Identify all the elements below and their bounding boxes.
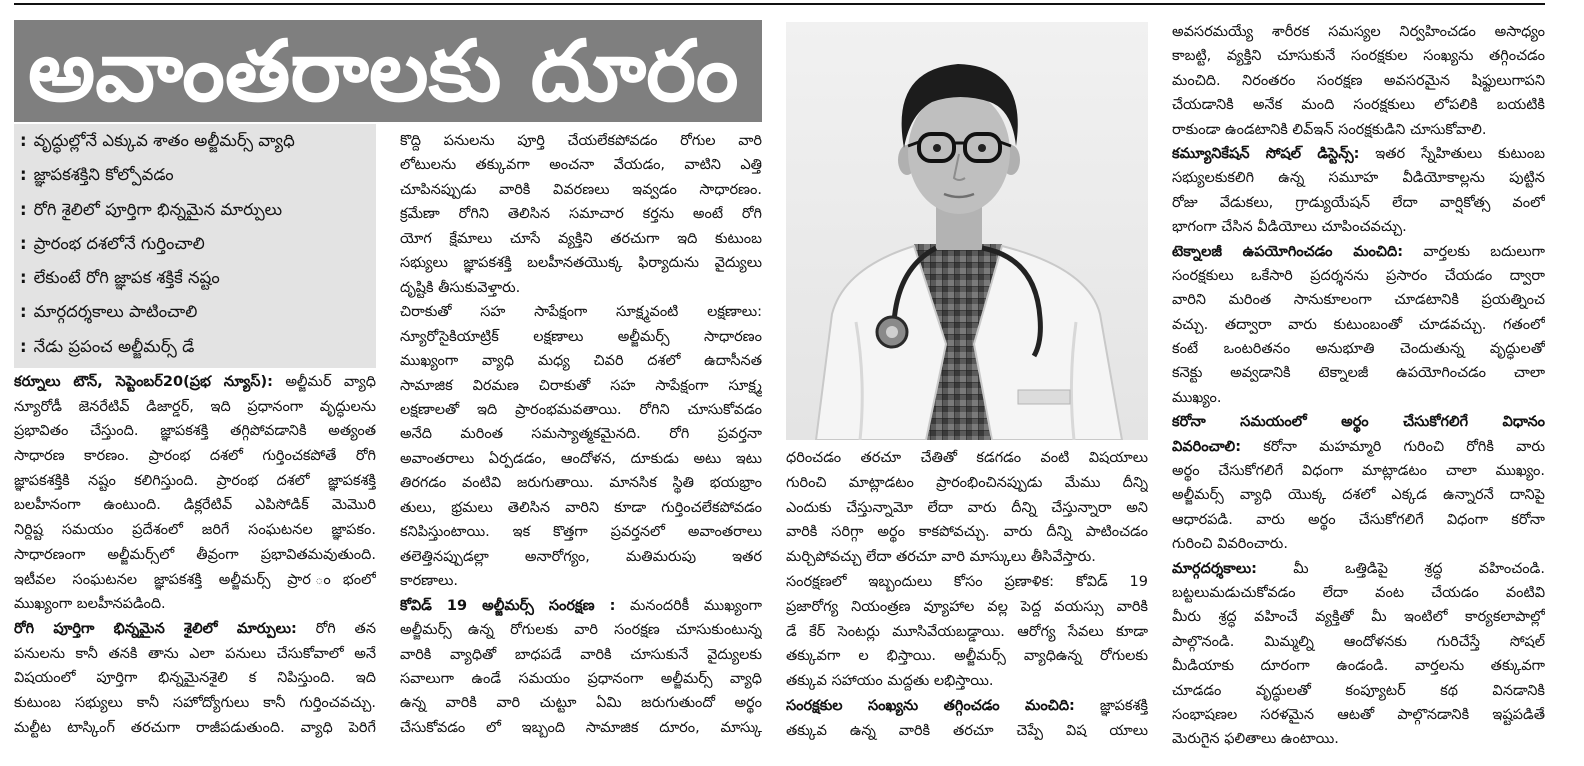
text-line: ఆధారపడి. వారు అర్థం చేసుకోగలిగే విధంగా కరోనా (1172, 511, 1545, 528)
text-run: రోగి తన (296, 620, 376, 637)
text-line: కంటే ఒంటరితనం అనుభూతి చెందుతున్న వృద్ధులతో (1172, 341, 1545, 358)
highlight-item (14, 124, 376, 158)
text-line: సంరక్షణలో ఇబ్బందులు కోసం ప్రణాళిక: కోవిడ్ 19 (786, 573, 1148, 590)
subheading: కోవిడ్ 19 అల్జీమర్స్ సంరక్షణ : (400, 597, 616, 614)
subheading: వివరించాలి: (1172, 438, 1241, 455)
paragraph (14, 370, 376, 617)
text-line: ముఖ్యంగా వ్యాధి మధ్య చివరి దశలో ఉదాసీనత (400, 353, 762, 370)
text-run: అల్జీమర్ వ్యాధి (272, 374, 376, 390)
paragraph (14, 617, 376, 740)
text-line: వారికి వ్యాధితో బాధపడే వారికి చూసుకునే వైద్యులకు (400, 646, 762, 663)
text-line: నిర్దిష్ట సమయం ప్రదేశంలో జరిగే సంఘటనల జ్ఞాపకం. (14, 522, 376, 539)
highlight-text: రోగి శైలిలో పూర్తిగా భిన్నమైన మార్పులు (33, 199, 283, 219)
subheading: కరోనా సమయంలో అర్థం చేసుకోగలిగే విధానం (1172, 414, 1545, 431)
text-line: ఎందుకు చేస్తున్నామో లేదా వారు దీన్ని చేస్తున్నారా అని (786, 499, 1148, 516)
text-line: విషయంలో పూర్తిగా భిన్నమైనశైలి క నిపిస్తుంది. ఇది (14, 670, 376, 687)
text-line: కారణాలు. (400, 573, 458, 590)
doctor-photo (786, 22, 1148, 440)
highlight-item (14, 193, 376, 227)
text-line: తక్కువ సహాయం మద్దతు లభిస్తాయి. (786, 673, 994, 690)
subheading: కమ్యూనికేషన్ సోషల్ డిస్టెన్స్: (1172, 145, 1360, 162)
subheading: రోగి పూర్తిగా భిన్నమైన శైలిలో మార్పులు: (14, 620, 297, 637)
text-line: మెరుగైన ఫలితాలు ఉంటాయి. (1172, 731, 1339, 748)
bullet-marker: : (20, 199, 27, 219)
text-line: అల్జీమర్స్ ఉన్న రోగులకు వారి సంరక్షణ చూసుకుంటున్న (400, 622, 762, 639)
text-line: జ్ఞాపకశక్తికి నష్టం కలిగిస్తుంది. ప్రారంభ దశలో జ్ఞాపకశక్తి (14, 472, 376, 489)
text-line: ముఖ్యం. (1172, 389, 1222, 406)
highlight-item (14, 261, 376, 295)
text-run: ఇతర స్నేహితులు కుటుంబ (1359, 145, 1545, 162)
highlight-text: జ్ఞాపకశక్తిని కోల్పోవడం (33, 165, 174, 185)
text-line: గురించి మాట్లాడటం ప్రారంభించినప్పుడు మేము దీన్ని (786, 474, 1148, 491)
text-line (14, 370, 376, 395)
text-line: చేసుకోవడం లో ఇబ్బంది సామాజిక దూరం, మాస్కు (400, 719, 762, 736)
text-run: కరోనా మహమ్మారి గురించి రోగికి వారు (1241, 438, 1545, 455)
paragraph (1172, 410, 1545, 556)
text-run: వార్తలకు బదులుగా (1403, 243, 1545, 260)
text-line: ప్రజారోగ్య నియంత్రణ వ్యూహాల వల్ల పెద్ద వయస్సు వారికి (786, 598, 1148, 615)
paragraph (786, 446, 1148, 570)
bullet-marker: : (20, 302, 27, 322)
text-line: రాకుండా ఉండటానికి లివ్ఇన్ సంరక్షకుడిని చూసుకోవాలి. (1172, 121, 1487, 138)
text-line: ఉన్న వారికి వారి చుట్టూ ఏమి జరుగుతుందో అర్థం (400, 695, 762, 712)
text-line (1172, 557, 1545, 581)
text-line: మీడియాకు దూరంగా ఉండండి. వార్తలను తక్కువగా (1172, 658, 1545, 675)
text-line (400, 594, 762, 618)
subheading: కర్నూలు టౌన్, సెప్టెంబర్20(ప్రభ న్యూస్): (14, 374, 273, 390)
text-line: సామాజిక విరమణ చిరాకుతో సహ సాపేక్షంగా సూక్ష్మ (400, 377, 762, 394)
article-column-4 (1172, 20, 1545, 760)
text-line: మంచిది. నిరంతరం సంరక్షణ అవసరమైన షిఫ్టులుగాపని (1172, 72, 1545, 89)
text-line: మీరు శ్రద్ధ వహించే వ్యక్తితో మీ ఇంటిలో కార్యకలాపాల్లో (1172, 609, 1545, 626)
text-line: ప్రభావితం చేస్తుంది. జ్ఞాపకశక్తి తగ్గిపోవడానికి అత్యంత (14, 423, 376, 440)
text-run: జ్ఞాపకశక్తి (1074, 697, 1148, 714)
text-line: న్యూరోడీ జెనరేటివ్ డిజార్డర్, ఇది ప్రధానంగా వృద్ధులను (14, 398, 376, 415)
highlight-text: వృద్ధుల్లోనే ఎక్కువ శాతం అల్జీమర్స్ వ్యాధి (33, 131, 295, 150)
text-line: ఇటీవల సంఘటనల జ్ఞాపకశక్తి అల్జీమర్స్ ప్రార ంభంలో (14, 571, 376, 588)
text-line: అనేది మరింత సమస్యాత్మకమైనది. రోగి ప్రవర్తనా (400, 426, 762, 443)
highlight-item (14, 158, 376, 192)
highlight-text: ప్రారంభ దశలోనే గుర్తించాలి (33, 233, 205, 253)
paragraph (400, 300, 762, 593)
text-line (1172, 410, 1545, 434)
text-line: రోజు వేడుకలు, గ్రాడ్యుయేషన్ లేదా వార్షికోత్స వంలో (1172, 194, 1545, 211)
paragraph (1172, 240, 1545, 411)
text-line: దృష్టికి తీసుకువెళ్తారు. (400, 279, 521, 296)
text-line: సంభాషణల సరళమైన ఆటతో పాల్గొనడానికి ఇష్టపడితే (1172, 706, 1545, 723)
text-line (1172, 435, 1545, 459)
text-line: బట్టలుమడుచుకోవడం లేదా వంట చేయడం వంటివి (1172, 584, 1545, 601)
paragraph (786, 694, 1148, 744)
text-line: సంరక్షకులు ఒకేసారి ప్రదర్శనను ప్రసారం చేయడం ద్వారా (1172, 267, 1545, 284)
top-rule (14, 3, 1545, 5)
highlight-text: మార్గదర్శకాలు పాటించాలి (33, 302, 198, 322)
text-line (786, 694, 1148, 719)
highlight-text: లేకుంటే రోగి జ్ఞాపక శక్తికే నష్టం (33, 268, 220, 288)
article-column-2 (400, 129, 762, 749)
text-run: మనందరికీ ముఖ్యంగా (615, 597, 762, 614)
paragraph (1172, 20, 1545, 142)
text-line: సవాలుగా ఉండే సమయం ప్రధానంగా అల్జీమర్స్ వ్యాధి (400, 670, 762, 687)
text-line: న్యూరోసైకియాట్రిక్ లక్షణాలు అల్జీమర్స్ సాధారణం (400, 328, 762, 345)
bullet-marker: : (20, 165, 27, 185)
text-line: యోగ క్షేమాలు చూసే వ్యక్తిని తరచుగా ఇది కుటుంబ (400, 230, 762, 247)
text-line: చూడడం వృద్ధులతో కంప్యూటర్ కథ వినడానికి (1172, 682, 1545, 699)
highlight-item (14, 295, 376, 329)
text-line: భాగంగా చేసిన వీడియోలు చూపించవచ్చు. (1172, 219, 1407, 236)
text-line: కనెక్టు అవ్వడానికి టెక్నాలజీ ఉపయోగించడం చాలా (1172, 365, 1545, 382)
bullet-marker: : (20, 131, 27, 150)
text-line: తులు, భ్రమలు తెలిసిన వారిని కూడా గుర్తించలేకపోవడం (400, 499, 762, 516)
text-line: కుటుంబ సభ్యులు కానీ సహోద్యోగులు కానీ గుర్తించవచ్చు. (14, 694, 376, 711)
text-line: కాబట్టి, వ్యక్తిని చూసుకునే సంరక్షకుల సంఖ్యను తగ్గించడం (1172, 48, 1545, 65)
bullet-marker: : (20, 336, 27, 356)
text-line: మర్చిపోవచ్చు లేదా తరచూ వారి మాస్కులు తీసివేస్తారు. (786, 549, 1096, 566)
highlights-box (14, 124, 376, 368)
text-line: కొద్ది పనులను పూర్తి చేయలేకపోవడం రోగుల వారి (400, 133, 762, 149)
text-line: పాల్గొనండి. మిమ్మల్ని ఆందోళనకు గురిచేస్తే సోషల్ (1172, 633, 1545, 650)
text-line: సాధారణ కారణం. ప్రారంభ దశలో గుర్తించకపోతే రోగి (14, 448, 376, 465)
text-line: తలెత్తినప్పుడల్లా అనారోగ్యం, మతిమరుపు ఇతర (400, 548, 762, 565)
highlight-text: నేడు ప్రపంచ అల్జీమర్స్ డే (33, 336, 195, 356)
text-line: వచ్చు. తద్వారా వారు కుటుంబంతో చూడవచ్చు. గతంలో (1172, 316, 1545, 333)
text-line: వారిని మరింత సానుకూలంగా చూడటానికి ప్రయత్నించ (1172, 292, 1545, 309)
bullet-marker: : (20, 233, 27, 253)
headline: అవాంతరాలకు దూరం (28, 22, 739, 120)
paragraph (1172, 142, 1545, 240)
paragraph (400, 594, 762, 741)
text-line: మల్టీట టాస్కింగ్ తరచుగా రాజీపడుతుంది. వ్యాధి పెరిగే (14, 719, 376, 736)
article-column-1 (14, 370, 376, 752)
subheading: టెక్నాలజీ ఉపయోగించడం మంచిది: (1172, 243, 1404, 260)
text-line: తక్కువ ఉన్న వారికి తరచూ చెప్పే విష యాలు (786, 722, 1148, 739)
text-line: అల్జీమర్స్ వ్యాధి యొక్క దశలో ఎక్కడ ఉన్నారనే దానిపై (1172, 487, 1545, 504)
text-line: అర్థం చేసుకోగలిగే విధంగా మాట్లాడటం చాలా ముఖ్యం. (1172, 463, 1545, 480)
highlight-item (14, 330, 376, 364)
text-line: క్రమేణా రోగిని తెలిసిన సమాచార కర్తను అంటే రోగి (400, 206, 762, 223)
paragraph (1172, 557, 1545, 752)
subheading: మార్గదర్శకాలు: (1172, 560, 1257, 577)
text-line: సభ్యులకుకలిగి ఉన్న సమూహ వీడియోకాల్లను పుట్టిన (1172, 170, 1545, 187)
headline-banner (14, 20, 762, 122)
text-line: గురించి వివరించారు. (1172, 536, 1288, 553)
text-line: బలహీనంగా ఉంటుంది. డిక్లరేటివ్ ఎపిసోడిక్ మెమొరి (14, 497, 376, 514)
text-line: ధరించడం తరచూ చేతితో కడగడం వంటి విషయాలు (786, 450, 1148, 466)
text-line: వారికి సరిగ్గా అర్థం కాకపోవచ్చు. వారు దీన్ని పాటించడం (786, 524, 1148, 541)
text-line: చూపినప్పుడు వారికి వివరణలు ఇవ్వడం సాధారణం. (400, 181, 762, 198)
doctor-portrait-image (786, 22, 1148, 440)
text-line (1172, 142, 1545, 166)
article-column-3 (786, 446, 1148, 750)
text-line: తక్కువగా ల భిస్తాయి. అల్జీమర్స్ వ్యాధిఉన్న రోగులకు (786, 648, 1148, 665)
text-line (1172, 240, 1545, 264)
text-line: పనులను కానీ తనకి తాను ఎలా పనులు చేసుకోవాలో అనే (14, 645, 376, 662)
text-line: కనిపిస్తుంటాయి. ఇక కొత్తగా ప్రవర్తనలో అవాంతరాలు (400, 524, 762, 541)
text-line: తిరగడం వంటివి జరుగుతాయి. మానసిక స్థితి భయభ్రాం (400, 475, 762, 492)
text-line: సభ్యులు జ్ఞాపకశక్తి బలహీనతయొక్క ఫిర్యాదును వైద్యులు (400, 255, 762, 272)
text-line: అవసరమయ్యే శారీరక సమస్యల నిర్వహించడం అసాధ్యం (1172, 24, 1545, 40)
text-line: సాధారణంగా అల్జీమర్స్‌లో తీవ్రంగా ప్రభావితమవుతుంది. (14, 546, 376, 563)
text-line: లక్షణాలతో ఇది ప్రారంభమవతాయి. రోగిని చూసుకోవడం (400, 401, 762, 418)
text-line: అవాంతరాలు ఏర్పడడం, ఆందోళన, దూకుడు అటు ఇటు (400, 450, 762, 467)
highlight-item (14, 227, 376, 261)
text-line: లోటులను తక్కువగా అంచనా వేయడం, వాటిని ఎత్తి (400, 157, 762, 174)
subheading: సంరక్షకుల సంఖ్యను తగ్గించడం మంచిది: (786, 697, 1075, 714)
text-line: డే కేర్ సెంటర్లు మూసివేయబడ్డాయి. ఆరోగ్య సేవలు కూడా (786, 623, 1148, 640)
text-line: చేయడానికి అనేక మంది సంరక్షకులు లోపలికి బయటికి (1172, 97, 1545, 114)
text-run: మీ ఒత్తిడిపై శ్రద్ధ వహించండి. (1256, 560, 1545, 577)
text-line (14, 617, 376, 642)
paragraph (786, 570, 1148, 694)
text-line: చిరాకుతో సహ సాపేక్షంగా సూక్ష్మవంటి లక్షణాలు: (400, 304, 762, 321)
paragraph (400, 129, 762, 300)
bullet-marker: : (20, 268, 27, 288)
text-line: ముఖ్యంగా బలహీనపడింది. (14, 596, 166, 613)
